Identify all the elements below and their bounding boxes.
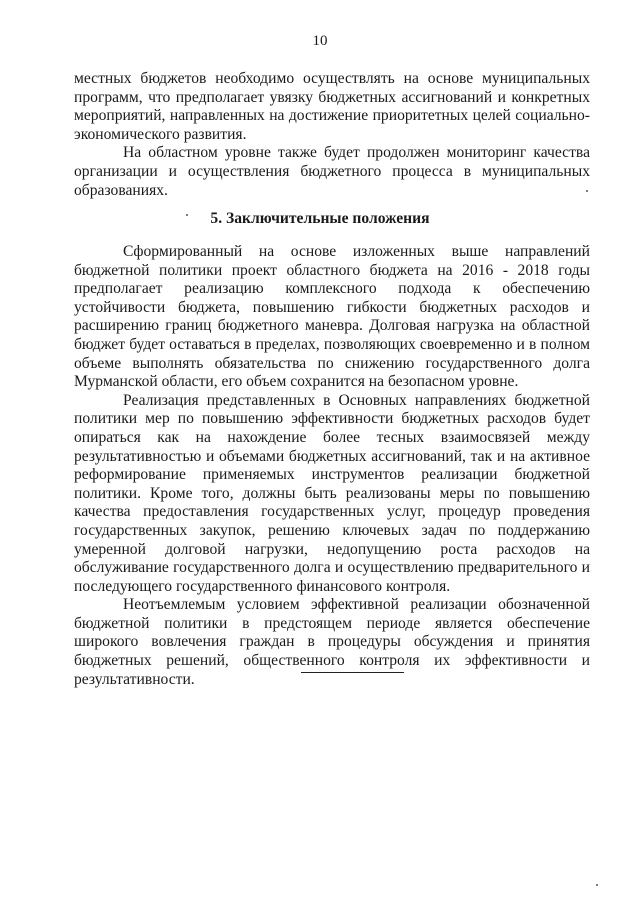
paragraph-continuation: местных бюджетов необходимо осуществлять на основе муниципальных программ, что предполагает увязку бюджетных ассигнований и конкретных мероприятий, направленных на достижение приоритетных целей социально-экономического развития. [74, 70, 590, 143]
end-of-text-rule [301, 672, 404, 673]
section-body [74, 243, 590, 689]
page-number: 10 [312, 33, 328, 49]
paragraph-budget-project: Сформированный на основе изложенных выше направлений бюджетной политики проект областного бюджета на 2016 - 2018 годы предполагает реализацию комплексного подхода к обеспечению устойчивости бюджета, повышению гибкости бюджетных расходов и расширению границ бюджетного маневра. Долговая нагрузка на областной бюджет будет оставаться в пределах, позволяющих своевременно и в полном объеме выполнять обязательства по снижению государственного долга Мурманской области, его объем сохранится на безопасном уровне. [74, 243, 590, 391]
paragraph-measures: Реализация представленных в Основных направлениях бюджетной политики мер по повышению эффективности бюджетных расходов будет опираться как на нахождение более тесных взаимосвязей между результативностью и объемами бюджетных ассигнований, так и на активное реформирование применяемых инструментов реализации бюджетной политики. Кроме того, должны быть реализованы меры по повышению качества предоставления государственных услуг, процедур проведения государственных закупок, решению ключевых задач по поддержанию умеренной долговой нагрузки, недопущению роста расходов на обслуживание государственного долга и осуществлению предварительного и последующего государственного финансового контроля. [74, 391, 590, 595]
scan-artifact-dot [586, 190, 588, 192]
scan-artifact-dot [596, 884, 598, 886]
paragraph-citizen-involvement: Неотъемлемым условием эффективной реализации обозначенной бюджетной политики в предстоящем периоде является обеспечение широкого вовлечения граждан в процедуры обсуждения и принятия бюджетных решений, общественного контроля их эффективности и результативности. [74, 596, 590, 688]
intro-text-block [74, 70, 590, 200]
paragraph-monitoring: На областном уровне также будет продолжен мониторинг качества организации и осуществления бюджетного процесса в муниципальных образованиях. [74, 144, 590, 199]
scan-artifact-dot [186, 214, 188, 216]
section-heading: 5. Заключительные положения [210, 210, 430, 227]
